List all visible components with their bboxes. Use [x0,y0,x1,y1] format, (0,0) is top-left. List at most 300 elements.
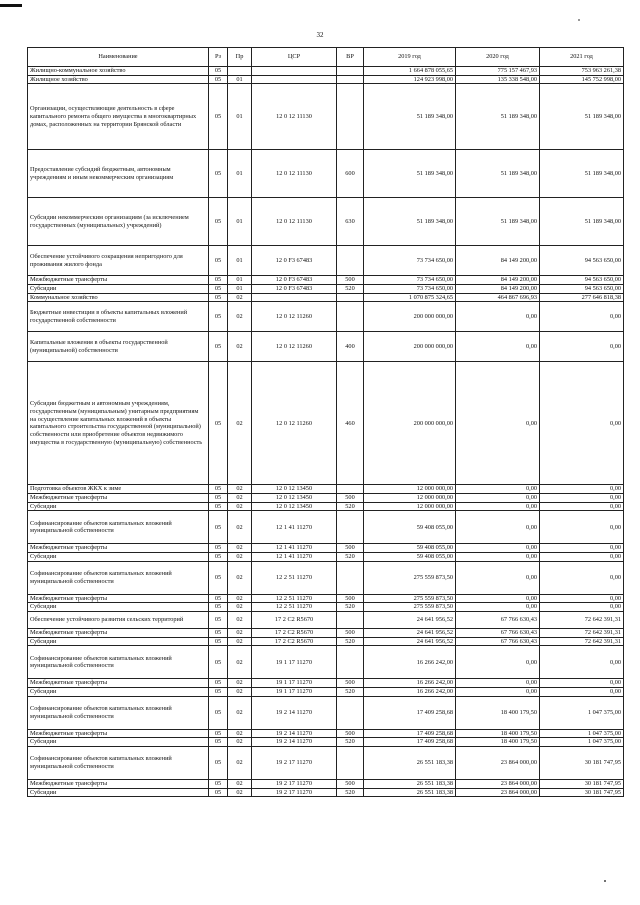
cell-pr: 01 [228,246,252,276]
cell-csr: 17 2 C2 R5670 [252,629,337,638]
cell-name: Коммунальное хозяйство [28,293,209,302]
cell-2019: 16 266 242,00 [364,688,456,697]
cell-2021: 0,00 [540,511,624,544]
cell-2019: 16 266 242,00 [364,679,456,688]
cell-vr: 520 [337,688,364,697]
cell-2019: 200 000 000,00 [364,362,456,485]
cell-vr: 500 [337,780,364,789]
cell-rz: 05 [209,629,228,638]
cell-name: Межбюджетные трансферты [28,544,209,553]
cell-rz: 05 [209,637,228,646]
cell-name: Субсидии [28,553,209,562]
cell-2021: 0,00 [540,594,624,603]
table-row [28,544,624,553]
cell-name: Жилищное хозяйство [28,75,209,84]
table-row [28,198,624,246]
table-row [28,646,624,679]
cell-2021: 0,00 [540,544,624,553]
cell-2020: 51 189 348,00 [456,84,540,150]
header-2020: 2020 год [456,48,540,67]
cell-2021: 0,00 [540,332,624,362]
table-row [28,332,624,362]
cell-2019: 51 189 348,00 [364,84,456,150]
cell-vr: 500 [337,679,364,688]
cell-rz: 05 [209,84,228,150]
cell-name: Софинансирование объектов капитальных вложений муниципальной собственности [28,561,209,594]
cell-rz: 05 [209,594,228,603]
cell-pr: 01 [228,198,252,246]
cell-pr: 02 [228,679,252,688]
table-row [28,612,624,629]
cell-name: Межбюджетные трансферты [28,276,209,285]
table-row [28,511,624,544]
cell-2021: 753 963 261,38 [540,67,624,76]
cell-2019: 73 734 650,00 [364,246,456,276]
cell-pr: 02 [228,780,252,789]
table-row [28,302,624,332]
cell-2020: 0,00 [456,679,540,688]
cell-2020: 67 766 630,43 [456,612,540,629]
table-header [28,48,624,67]
cell-2021: 1 047 375,00 [540,729,624,738]
header-pr: Пр [228,48,252,67]
cell-name: Софинансирование объектов капитальных вложений муниципальной собственности [28,511,209,544]
cell-rz: 05 [209,75,228,84]
table-row [28,485,624,494]
cell-vr [337,75,364,84]
cell-2020: 0,00 [456,302,540,332]
cell-vr [337,511,364,544]
cell-rz: 05 [209,302,228,332]
table-row [28,780,624,789]
cell-2020: 0,00 [456,362,540,485]
cell-name: Межбюджетные трансферты [28,629,209,638]
table-row [28,729,624,738]
cell-rz: 05 [209,332,228,362]
cell-rz: 05 [209,553,228,562]
cell-name: Межбюджетные трансферты [28,594,209,603]
cell-2021: 0,00 [540,362,624,485]
cell-2019: 17 409 258,68 [364,696,456,729]
cell-rz: 05 [209,150,228,198]
cell-rz: 05 [209,646,228,679]
cell-pr: 02 [228,502,252,511]
cell-name: Софинансирование объектов капитальных вложений муниципальной собственности [28,696,209,729]
cell-rz: 05 [209,561,228,594]
table-row [28,84,624,150]
cell-name: Бюджетные инвестиции в объекты капитальных вложений государственной собственности [28,302,209,332]
cell-csr: 12 0 12 13450 [252,485,337,494]
cell-pr: 02 [228,485,252,494]
cell-2020: 0,00 [456,688,540,697]
cell-csr: 12 0 F3 67483 [252,285,337,294]
cell-pr: 02 [228,332,252,362]
cell-2020: 0,00 [456,332,540,362]
cell-csr: 12 1 41 11270 [252,544,337,553]
cell-csr: 12 0 12 11260 [252,362,337,485]
cell-csr: 19 2 14 11270 [252,729,337,738]
cell-2020: 18 400 179,50 [456,696,540,729]
cell-2020: 0,00 [456,494,540,503]
cell-name: Подготовка объектов ЖКХ к зиме [28,485,209,494]
cell-pr: 02 [228,544,252,553]
cell-pr: 02 [228,362,252,485]
table-row [28,629,624,638]
cell-csr: 12 2 51 11270 [252,603,337,612]
cell-2020: 51 189 348,00 [456,150,540,198]
cell-vr: 500 [337,494,364,503]
cell-2019: 59 408 055,00 [364,544,456,553]
cell-csr: 12 0 F3 67483 [252,276,337,285]
cell-csr [252,293,337,302]
cell-vr: 520 [337,285,364,294]
cell-vr [337,561,364,594]
cell-pr: 02 [228,646,252,679]
table-row [28,688,624,697]
cell-name: Субсидии бюджетным и автономным учреждениям, государственным (муниципальным) унитарным предприятиям на осуществление капитальных вложений в объекты капитального строительства государственной (муниципальной) собственности или приобретение объектов недвижимого имущества в государственную (муниципальную) собственность [28,362,209,485]
cell-2019: 124 923 998,00 [364,75,456,84]
cell-vr [337,485,364,494]
cell-2021: 94 563 650,00 [540,276,624,285]
cell-2020: 67 766 630,43 [456,637,540,646]
cell-csr: 12 0 12 11130 [252,84,337,150]
cell-name: Капитальные вложения в объекты государственной (муниципальной) собственности [28,332,209,362]
scan-speck [578,19,580,21]
cell-vr [337,67,364,76]
cell-rz: 05 [209,246,228,276]
cell-2021: 72 642 391,31 [540,612,624,629]
cell-2019: 26 551 183,38 [364,747,456,780]
cell-pr: 02 [228,511,252,544]
cell-2021: 51 189 348,00 [540,84,624,150]
cell-2020: 51 189 348,00 [456,198,540,246]
header-vr: ВР [337,48,364,67]
table-row [28,594,624,603]
cell-2021: 30 181 747,95 [540,788,624,797]
cell-2021: 30 181 747,95 [540,780,624,789]
cell-name: Субсидии [28,738,209,747]
cell-vr: 520 [337,603,364,612]
table-row [28,747,624,780]
cell-2019: 24 641 956,52 [364,637,456,646]
cell-csr: 19 2 17 11270 [252,780,337,789]
cell-csr: 19 1 17 11270 [252,646,337,679]
cell-rz: 05 [209,511,228,544]
cell-name: Софинансирование объектов капитальных вложений муниципальной собственности [28,747,209,780]
header-rz: Рз [209,48,228,67]
cell-2021: 0,00 [540,553,624,562]
cell-name: Субсидии [28,788,209,797]
cell-pr [228,67,252,76]
cell-vr: 520 [337,637,364,646]
cell-pr: 01 [228,285,252,294]
cell-2019: 12 000 000,00 [364,485,456,494]
cell-csr: 12 0 12 13450 [252,502,337,511]
cell-2020: 0,00 [456,561,540,594]
table-row [28,150,624,198]
budget-table [27,47,624,797]
cell-name: Предоставление субсидий бюджетным, автономным учреждениям и иным некоммерческим организациям [28,150,209,198]
cell-name: Субсидии [28,285,209,294]
cell-pr: 02 [228,494,252,503]
cell-vr: 600 [337,150,364,198]
cell-csr: 19 1 17 11270 [252,688,337,697]
table-row [28,561,624,594]
cell-2020: 0,00 [456,544,540,553]
cell-2020: 18 400 179,50 [456,729,540,738]
scan-speck [604,880,606,882]
cell-vr: 500 [337,629,364,638]
cell-pr: 02 [228,747,252,780]
cell-pr: 02 [228,553,252,562]
cell-2019: 26 551 183,38 [364,780,456,789]
cell-2021: 72 642 391,31 [540,637,624,646]
cell-2020: 0,00 [456,553,540,562]
cell-vr: 500 [337,544,364,553]
cell-pr: 02 [228,696,252,729]
cell-csr: 12 0 12 11130 [252,198,337,246]
cell-2020: 0,00 [456,511,540,544]
cell-2021: 0,00 [540,485,624,494]
cell-2021: 0,00 [540,494,624,503]
cell-2019: 16 266 242,00 [364,646,456,679]
cell-2019: 24 641 956,52 [364,612,456,629]
cell-pr: 01 [228,150,252,198]
cell-2021: 72 642 391,31 [540,629,624,638]
cell-pr: 02 [228,729,252,738]
cell-2021: 30 181 747,95 [540,747,624,780]
cell-csr: 12 0 12 11130 [252,150,337,198]
cell-vr: 460 [337,362,364,485]
cell-2019: 73 734 650,00 [364,285,456,294]
cell-vr: 520 [337,788,364,797]
cell-vr: 400 [337,332,364,362]
cell-2019: 73 734 650,00 [364,276,456,285]
cell-rz: 05 [209,494,228,503]
cell-2020: 18 400 179,50 [456,738,540,747]
cell-vr: 630 [337,198,364,246]
cell-2019: 51 189 348,00 [364,198,456,246]
cell-rz: 05 [209,544,228,553]
cell-2019: 275 559 873,50 [364,561,456,594]
cell-2020: 84 149 200,00 [456,276,540,285]
cell-2020: 0,00 [456,502,540,511]
cell-vr [337,747,364,780]
cell-csr: 17 2 C2 R5670 [252,612,337,629]
header-2021: 2021 год [540,48,624,67]
table-row [28,276,624,285]
table-row [28,738,624,747]
table-row [28,788,624,797]
cell-pr: 01 [228,75,252,84]
cell-csr: 17 2 C2 R5670 [252,637,337,646]
table-row [28,362,624,485]
cell-rz: 05 [209,679,228,688]
cell-vr [337,612,364,629]
cell-name: Субсидии [28,502,209,511]
cell-rz: 05 [209,67,228,76]
cell-2019: 200 000 000,00 [364,302,456,332]
cell-2020: 23 864 000,00 [456,780,540,789]
cell-rz: 05 [209,696,228,729]
cell-2021: 1 047 375,00 [540,696,624,729]
cell-rz: 05 [209,198,228,246]
cell-csr [252,67,337,76]
cell-pr: 02 [228,637,252,646]
cell-2021: 0,00 [540,302,624,332]
cell-csr: 19 1 17 11270 [252,679,337,688]
cell-vr [337,246,364,276]
cell-csr: 19 2 14 11270 [252,738,337,747]
cell-2020: 67 766 630,43 [456,629,540,638]
cell-pr: 02 [228,788,252,797]
cell-2020: 0,00 [456,646,540,679]
cell-name: Субсидии [28,688,209,697]
page-number: 32 [316,31,324,39]
cell-2019: 17 409 258,68 [364,729,456,738]
cell-rz: 05 [209,747,228,780]
cell-csr: 19 2 17 11270 [252,747,337,780]
cell-2021: 0,00 [540,603,624,612]
cell-name: Межбюджетные трансферты [28,679,209,688]
table-row [28,293,624,302]
cell-pr: 02 [228,561,252,594]
cell-csr: 19 2 17 11270 [252,788,337,797]
cell-vr [337,646,364,679]
cell-vr: 500 [337,594,364,603]
cell-rz: 05 [209,293,228,302]
cell-pr: 02 [228,594,252,603]
cell-csr: 12 0 12 11260 [252,302,337,332]
cell-name: Субсидии [28,637,209,646]
table-row [28,679,624,688]
cell-vr [337,84,364,150]
cell-name: Обеспечение устойчивого развития сельских территорий [28,612,209,629]
cell-rz: 05 [209,788,228,797]
cell-2019: 26 551 183,38 [364,788,456,797]
cell-2020: 23 864 000,00 [456,788,540,797]
cell-2019: 1 664 878 055,65 [364,67,456,76]
corner-mark [0,4,22,7]
cell-name: Обеспечение устойчивого сокращения непригодного для проживания жилого фонда [28,246,209,276]
table-row [28,637,624,646]
cell-csr: 12 1 41 11270 [252,553,337,562]
cell-2020: 135 338 548,00 [456,75,540,84]
table-body [28,67,624,797]
cell-csr [252,75,337,84]
cell-rz: 05 [209,738,228,747]
cell-2020: 84 149 200,00 [456,285,540,294]
cell-2019: 24 641 956,52 [364,629,456,638]
table-row [28,502,624,511]
cell-2021: 277 646 818,38 [540,293,624,302]
cell-2021: 0,00 [540,646,624,679]
cell-rz: 05 [209,502,228,511]
cell-2021: 145 752 998,00 [540,75,624,84]
cell-name: Жилищно-коммунальное хозяйство [28,67,209,76]
cell-vr: 520 [337,738,364,747]
cell-pr: 02 [228,738,252,747]
table-row [28,696,624,729]
cell-2020: 0,00 [456,485,540,494]
cell-2020: 464 867 696,93 [456,293,540,302]
table-row [28,285,624,294]
cell-pr: 02 [228,629,252,638]
cell-csr: 12 0 12 11260 [252,332,337,362]
cell-name: Организации, осуществляющие деятельность в сфере капитального ремонта общего имущества в многоквартирных домах, расположенных на территории Брянской области [28,84,209,150]
cell-2021: 94 563 650,00 [540,246,624,276]
cell-vr: 500 [337,276,364,285]
cell-name: Субсидии [28,603,209,612]
cell-rz: 05 [209,485,228,494]
cell-2019: 275 559 873,50 [364,594,456,603]
table-row [28,494,624,503]
cell-csr: 19 2 14 11270 [252,696,337,729]
cell-2019: 275 559 873,50 [364,603,456,612]
cell-rz: 05 [209,285,228,294]
cell-pr: 02 [228,612,252,629]
cell-rz: 05 [209,780,228,789]
cell-2021: 0,00 [540,561,624,594]
cell-csr: 12 1 41 11270 [252,511,337,544]
cell-2021: 51 189 348,00 [540,198,624,246]
table-row [28,246,624,276]
cell-csr: 12 2 51 11270 [252,561,337,594]
cell-pr: 01 [228,276,252,285]
cell-pr: 02 [228,302,252,332]
cell-rz: 05 [209,603,228,612]
cell-2021: 0,00 [540,679,624,688]
cell-2021: 1 047 375,00 [540,738,624,747]
cell-pr: 01 [228,84,252,150]
cell-vr [337,302,364,332]
cell-2019: 12 000 000,00 [364,502,456,511]
cell-csr: 12 0 12 13450 [252,494,337,503]
cell-rz: 05 [209,612,228,629]
table-row [28,553,624,562]
cell-rz: 05 [209,688,228,697]
cell-2021: 51 189 348,00 [540,150,624,198]
cell-2020: 23 864 000,00 [456,747,540,780]
cell-rz: 05 [209,729,228,738]
cell-vr [337,293,364,302]
table-row [28,603,624,612]
cell-vr [337,696,364,729]
cell-vr: 520 [337,502,364,511]
cell-vr: 500 [337,729,364,738]
table-row [28,75,624,84]
cell-2019: 17 409 258,68 [364,738,456,747]
cell-name: Межбюджетные трансферты [28,780,209,789]
cell-name: Межбюджетные трансферты [28,494,209,503]
header-csr: ЦСР [252,48,337,67]
cell-rz: 05 [209,276,228,285]
cell-2019: 51 189 348,00 [364,150,456,198]
cell-2019: 12 000 000,00 [364,494,456,503]
cell-2019: 1 070 875 324,65 [364,293,456,302]
cell-2019: 200 000 000,00 [364,332,456,362]
cell-rz: 05 [209,362,228,485]
cell-2021: 0,00 [540,688,624,697]
cell-vr: 520 [337,553,364,562]
header-name: Наименование [28,48,209,67]
cell-name: Межбюджетные трансферты [28,729,209,738]
table-row [28,67,624,76]
cell-2020: 0,00 [456,594,540,603]
cell-csr: 12 0 F3 67483 [252,246,337,276]
header-2019: 2019 год [364,48,456,67]
cell-pr: 02 [228,688,252,697]
